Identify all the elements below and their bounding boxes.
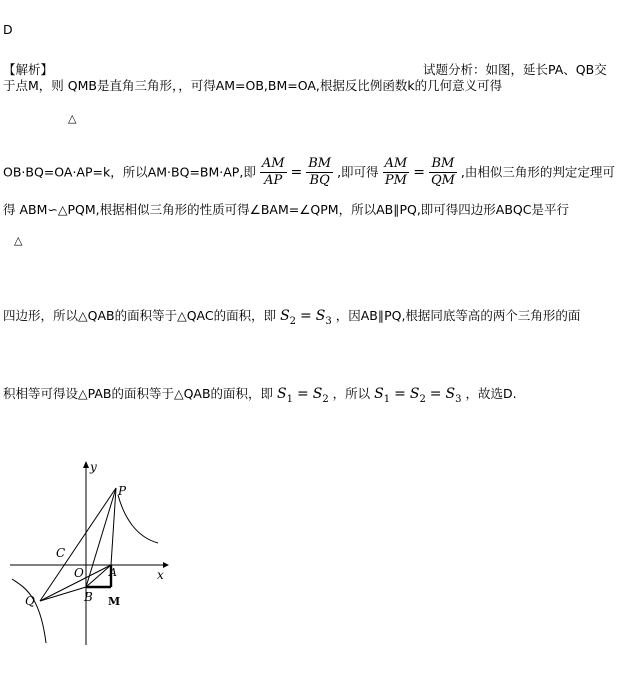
fraction-numerator: BM [308,156,332,171]
fraction-bm-bq [306,156,333,189]
analysis-heading: 【解析】 [3,62,54,77]
fraction-denominator: QM [430,173,455,188]
line4-text-b: ，因AB∥PQ,根据同底等高的两个三角形的面 [335,308,581,323]
triangle-mark-1: △ [68,112,77,125]
answer-text: D [3,22,13,37]
math-s3: $S_3$ [445,386,462,405]
fraction-numerator: AM [261,156,285,171]
segment-qp [40,488,116,601]
hyperbola-branch-upper [118,495,158,543]
fraction-numerator: BM [429,156,457,173]
line2-text-b: ,即可得 [337,164,379,180]
label-y: y [90,460,97,474]
fraction-bm-qm [429,156,457,189]
analysis-line4: 四边形，所以△QAB的面积等于△QAC的面积，即 $S_2 = S_3$ ，因AB∥PQ,根据同底等高的两个三角形的面 [3,308,581,327]
fraction-denominator: BQ [309,173,330,188]
analysis-line1-cont: 于点M，则 QMB是直角三角形，，可得AM=OB,BM=OA,根据反比例函数k的几何意义可得 [3,78,503,93]
hyperbola-branch-lower [12,579,46,643]
fraction-denominator: PM [384,173,407,188]
math-s1: $S_1$ [277,386,294,405]
label-a: A [109,566,117,579]
geometry-figure [0,455,175,655]
y-axis-arrow [83,461,89,468]
math-s2: $S_2$ [280,308,297,327]
label-b: B [84,590,93,604]
line2-text-a: OB·BQ=OA·AP=k，所以AM·BQ=BM·AP,即 [3,164,256,180]
line2-text-c: ,由相似三角形的判定定理可 [460,164,615,180]
fraction-denominator: AP [264,173,283,188]
math-s2: $S_2$ [409,386,426,405]
analysis-line2 [3,156,615,189]
math-s3: $S_3$ [315,308,332,327]
line5-text-a: 积相等可得设△PAB的面积等于△QAB的面积，即 [3,386,274,401]
label-p: P [118,484,127,498]
triangle-mark-2: △ [14,234,23,247]
analysis-line1-right: 试题分析：如图，延长PA、QB交 [423,62,607,77]
fraction-numerator: AM [384,156,408,171]
fraction-am-ap [260,156,287,189]
label-o: O [74,566,84,580]
label-c: C [56,546,66,560]
line5-text-b: ，所以 [332,386,371,401]
label-m: M [108,595,121,608]
x-axis-arrow [163,562,169,568]
line5-text-c: ，故选D. [465,386,517,401]
analysis-line5: 积相等可得设△PAB的面积等于△QAB的面积，即 $S_1 = S_2$ ，所以 $S_1 = S_2 = S_3$ ，故选D. [3,386,517,405]
line4-text-a: 四边形，所以△QAB的面积等于△QAC的面积，即 [3,308,277,323]
label-x: x [157,568,164,582]
analysis-line3: 得 ABM∽△PQM,根据相似三角形的性质可得∠BAM=∠QPM，所以AB∥PQ,即可得四边形ABQC是平行 [3,202,569,217]
label-q: Q [25,594,35,608]
math-s2: $S_2$ [312,386,329,405]
math-s1: $S_1$ [374,386,391,405]
segment-pa [111,488,116,565]
fraction-am-pm [383,156,410,189]
equals-sign: = [290,164,303,181]
equals-sign: = [413,164,425,181]
